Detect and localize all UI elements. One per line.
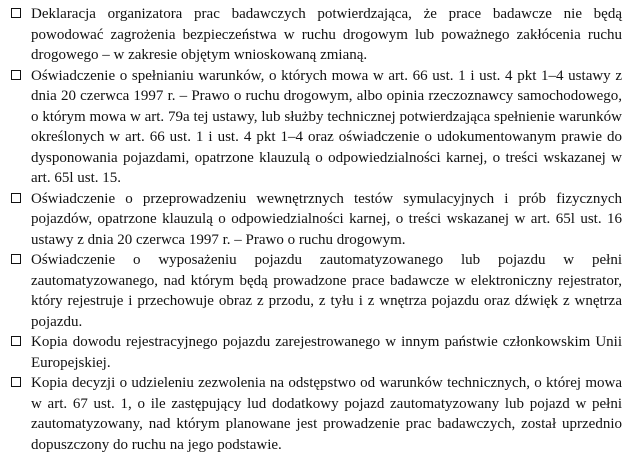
checklist-item-text: Kopia decyzji o udzieleniu zezwolenia na odstępstwo od warunków technicznych, o której mowa w art. 67 ust. 1, o ile zastępujący lud dodatkowy pojazd zautomatyzowany lub pojazd w pełni zautomatyzowany, nad którym planowane jest prowadzenie prac badawczych, został uprzednio dopuszczony do ruchu na jego podstawie. <box>31 375 622 453</box>
checklist-item <box>0 332 633 373</box>
checklist-item-text: Oświadczenie o przeprowadzeniu wewnętrznych testów symulacyjnych i prób fizycznych pojazdów, opatrzone klauzulą o odpowiedzialności karnej, o treści wskazanej w art. 65l ust. 16 ustawy z dnia 20 czerwca 1997 r. – Prawo o ruchu drogowym. <box>31 190 622 248</box>
checkbox[interactable] <box>11 254 21 264</box>
checklist-item-text: Oświadczenie o spełnianiu warunków, o których mowa w art. 66 ust. 1 i ust. 4 pkt 1–4 ustawy z dnia 20 czerwca 1997 r. – Prawo o ruchu drogowym, albo opinia rzeczoznawcy samochodowego, o którym mowa w art. 79a tej ustawy, lub służby technicznej potwierdzająca spełnienie warunków określonych w art. 66 ust. 1 i ust. 4 pkt 1–4 oraz oświadczenie o udokumentowanym prawie do dysponowania pojazdami, opatrzone klauzulą o odpowiedzialności karnej, o treści wskazanej w art. 65l ust. 15. <box>31 67 622 186</box>
document-page <box>0 4 633 455</box>
checklist-item <box>0 373 633 455</box>
checkbox[interactable] <box>11 336 21 346</box>
checkbox[interactable] <box>11 8 21 18</box>
checkbox[interactable] <box>11 70 21 80</box>
checklist-item <box>0 189 633 251</box>
checklist-item-text: Oświadczenie o wyposażeniu pojazdu zautomatyzowanego lub pojazdu w pełni zautomatyzowanego, nad którym będą prowadzone prace badawcze w elektroniczny rejestrator, który rejestruje i przechowuje obraz z przodu, z tyłu i z wnętrza pojazdu oraz dźwięk z wnętrza pojazdu. <box>31 252 622 330</box>
checklist-item <box>0 250 633 332</box>
checklist-item-text: Kopia dowodu rejestracyjnego pojazdu zarejestrowanego w innym państwie członkowskim Unii Europejskiej. <box>31 334 622 371</box>
checklist-item <box>0 4 633 66</box>
checkbox[interactable] <box>11 377 21 387</box>
checklist-item <box>0 66 633 189</box>
checkbox[interactable] <box>11 193 21 203</box>
checklist-item-text: Deklaracja organizatora prac badawczych potwierdzająca, że prace badawcze nie będą powodować zagrożenia bezpieczeństwa w ruchu drogowym lub poważnego zakłócenia ruchu drogowego – w zakresie objętym wnioskowaną zmianą. <box>31 6 622 63</box>
